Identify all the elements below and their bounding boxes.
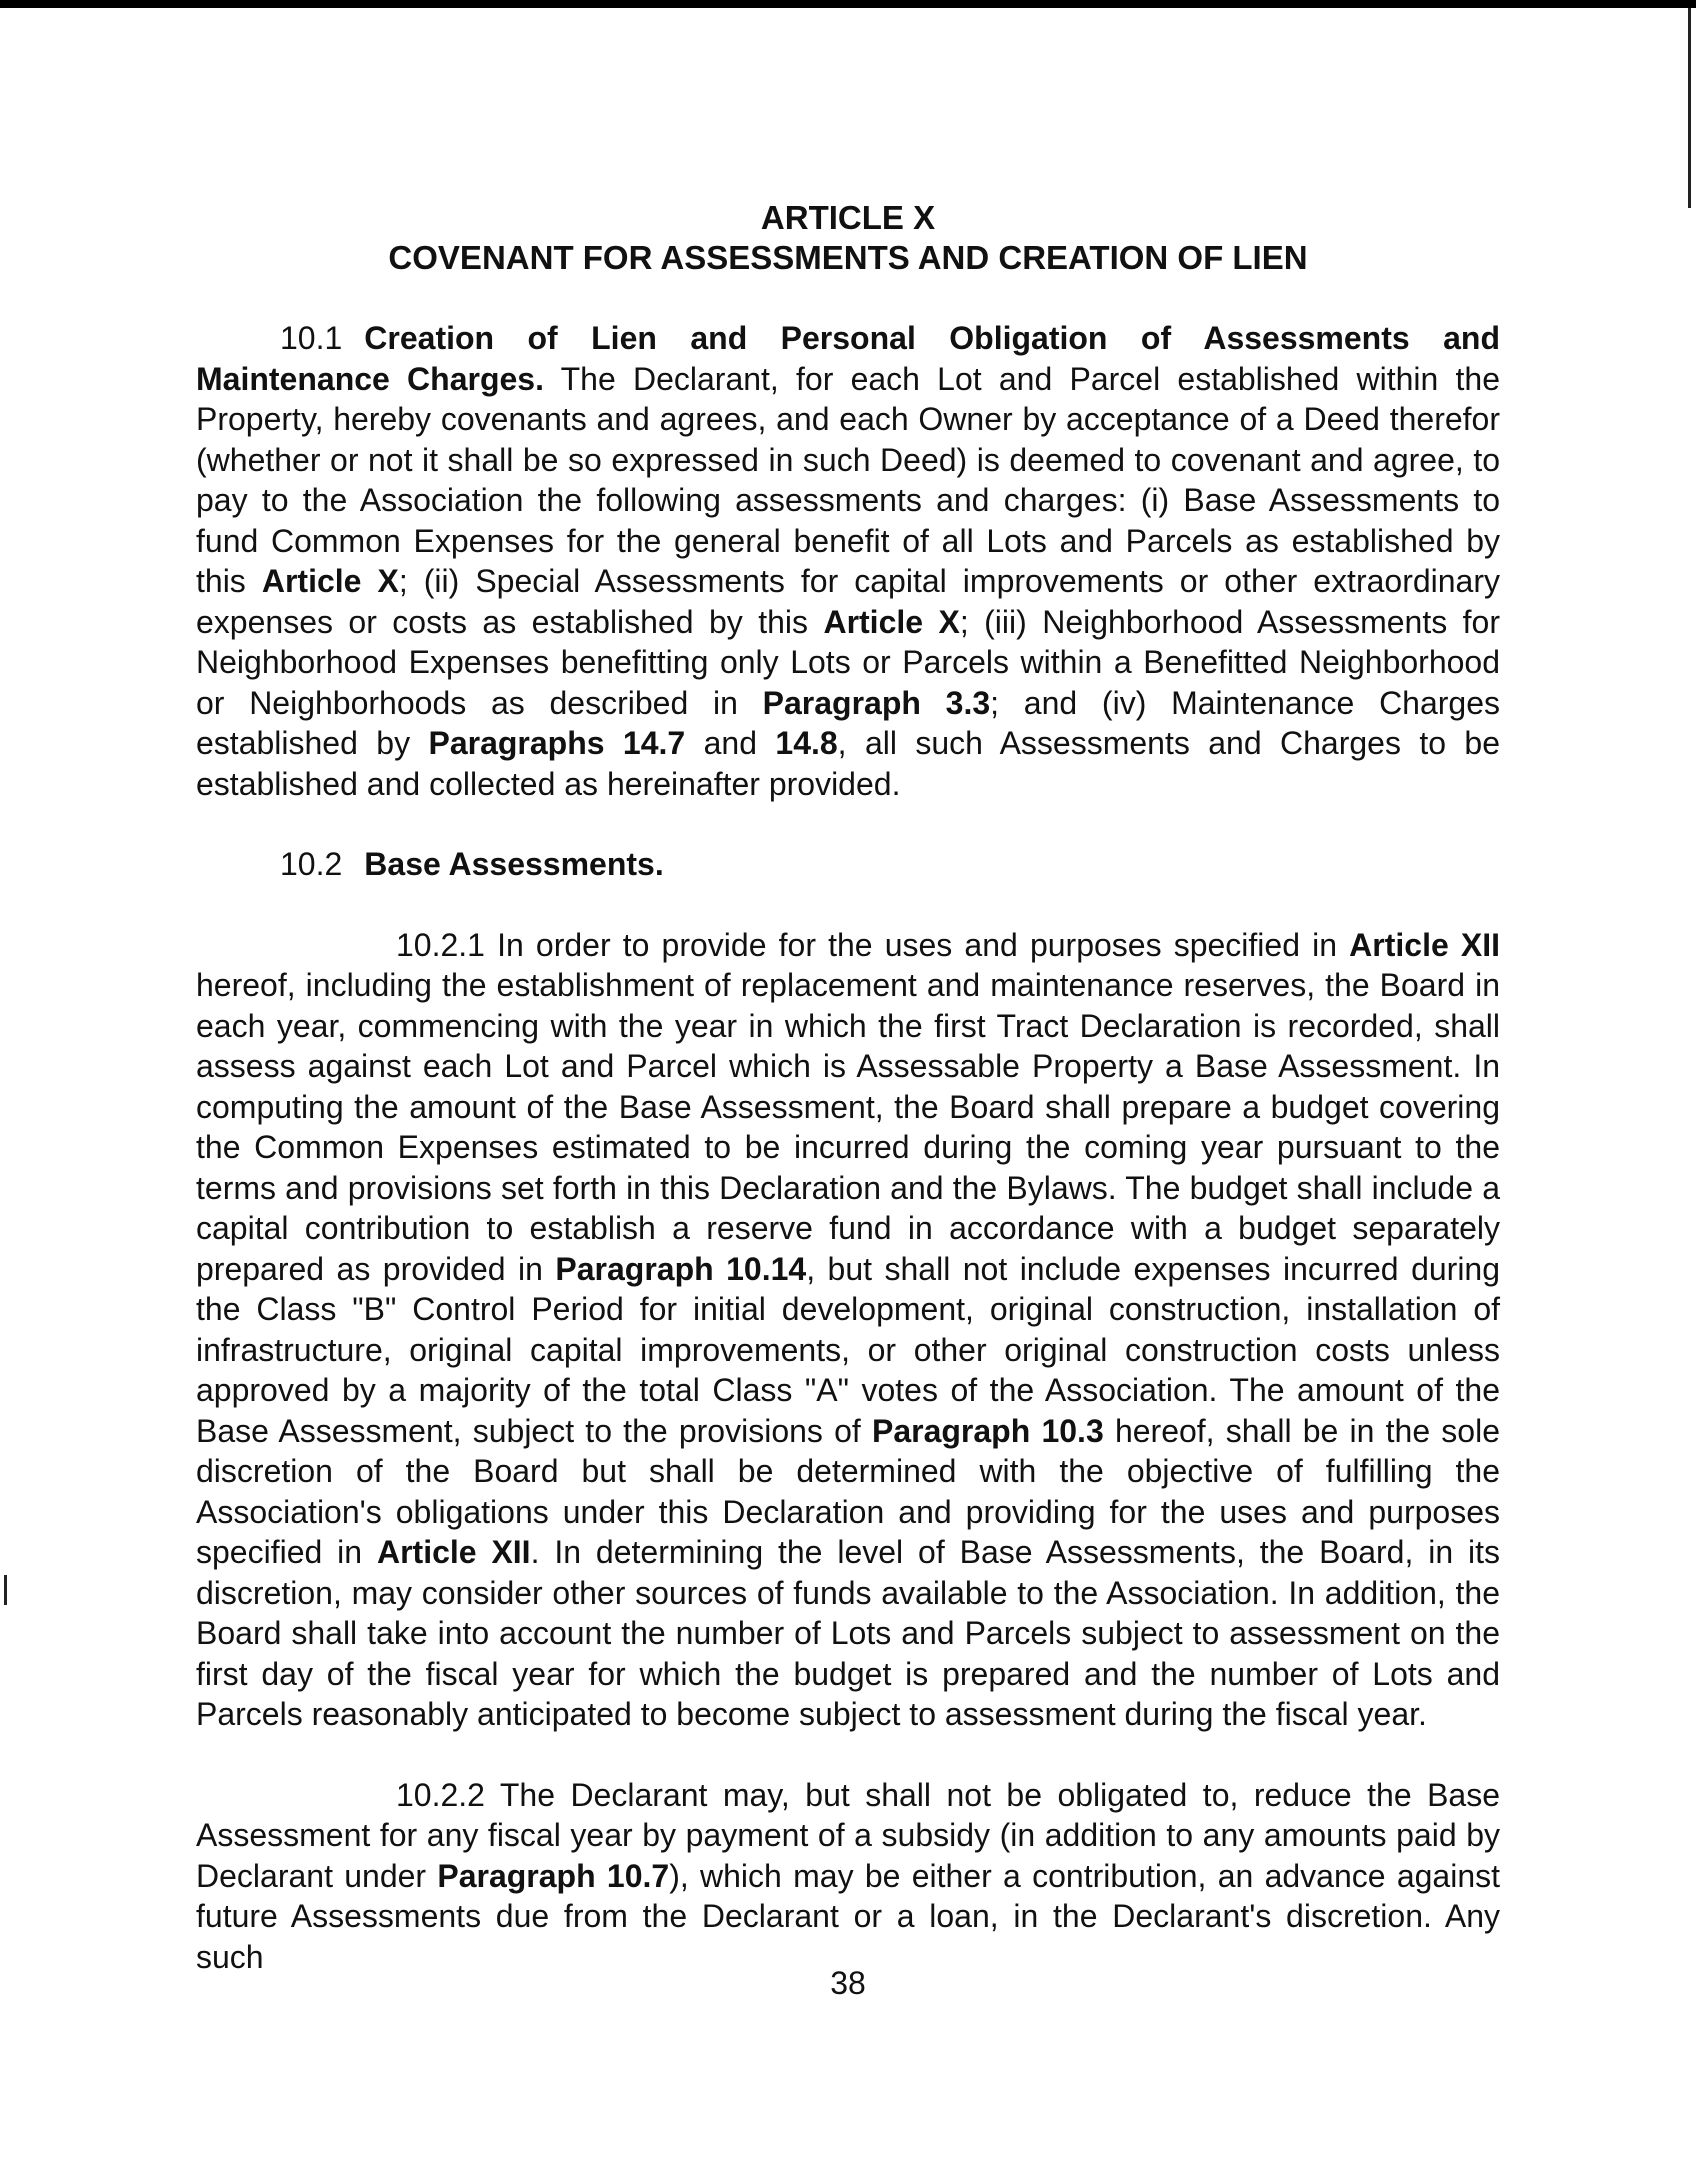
paragraph-text: hereof, shall be in the sole discretion of the Board but shall be determined with the objective of fulfilling the Association's obligations under this Declaration and providing for the uses and purposes specified in — [196, 1412, 1501, 1570]
paragraph-text: ), which may be either a contribution, an advance against future Assessments due from the Declarant or a loan, in the Declarant's discretion. Any such — [196, 1857, 1501, 1975]
article-number: ARTICLE X — [760, 199, 936, 236]
paragraph-text: In order to provide for the uses and purposes specified in — [484, 926, 1350, 963]
paragraph-text: , all such Assessments and Charges to be established and collected as hereinafter provided. — [196, 725, 1501, 802]
article-title: COVENANT FOR ASSESSMENTS AND CREATION OF LIEN — [388, 239, 1308, 276]
paragraph-text: ; and (iv) Maintenance Charges established by — [196, 684, 1501, 761]
article-heading — [196, 198, 1500, 278]
document-page — [196, 198, 1500, 2017]
paragraph-text: , but shall not include expenses incurred during the Class "B" Control Period for initial development, original construction, installation of infrastructure, original capital improvements, or other original construction costs unless approved by a majority of the total Class "A" votes of the Association. The amount of the Base Assessment, subject to the provisions of — [196, 1250, 1501, 1449]
paragraph-10-2-2 — [196, 1775, 1500, 1978]
cross-reference: Paragraph 10.14 — [555, 1250, 807, 1287]
section-heading: Base Assessments. — [364, 846, 664, 882]
cross-reference: Paragraph 3.3 — [762, 684, 991, 721]
paragraph-text: ; (iii) Neighborhood Assessments for Neighborhood Expenses benefitting only Lots or Parcels within a Benefitted Neighborhood or Neighborhoods as described in — [196, 603, 1501, 721]
paragraph-text: hereof, including the establishment of replacement and maintenance reserves, the Board in each year, commencing with the year in which the first Tract Declaration is recorded, shall assess against each Lot and Parcel which is Assessable Property a Base Assessment. In computing the amount of the Base Assessment, the Board shall prepare a budget covering the Common Expenses estimated to be incurred during the coming year pursuant to the terms and provisions set forth in this Declaration and the Bylaws. The budget shall include a capital contribution to establish a reserve fund in accordance with a budget separately prepared as provided in — [196, 967, 1500, 1287]
cross-reference: Paragraphs 14.7 — [428, 725, 686, 761]
scan-left-mark — [4, 1575, 7, 1605]
cross-reference: Article X — [823, 603, 960, 640]
paragraph-text: The Declarant may, but shall not be obligated to, reduce the Base Assessment for any fiscal year by payment of a subsidy (in addition to any amounts paid by Declarant under — [196, 1776, 1500, 1894]
cross-reference: Article XII — [376, 1534, 531, 1570]
paragraph-text: . In determining the level of Base Assessments, the Board, in its discretion, may consider other sources of funds available to the Association. In addition, the Board shall take into account the number of Lots and Parcels subject to assessment on the first day of the fiscal year for which the budget is prepared and the number of Lots and Parcels reasonably anticipated to become subject to assessment during the fiscal year. — [196, 1534, 1501, 1732]
section-number: 10.2.1 — [396, 926, 485, 963]
cross-reference: 14.8 — [775, 725, 838, 761]
scan-top-edge — [0, 0, 1696, 8]
paragraph-10-1 — [196, 318, 1500, 804]
cross-reference: Article XII — [1349, 926, 1500, 963]
scan-right-edge — [1688, 8, 1691, 208]
paragraph-text: The Declarant, for each Lot and Parcel established within the Property, hereby covenants and agrees, and each Owner by acceptance of a Deed therefor (whether or not it shall be so expressed in such Deed) is deemed to covenant and agree, to pay to the Association the following assessments and charges: (i) Base Assessments to fund Common Expenses for the general benefit of all Lots and Parcels as established by this — [196, 360, 1501, 599]
paragraph-10-2-1 — [196, 925, 1500, 1735]
section-10-2-heading — [196, 844, 1500, 885]
section-number: 10.2 — [280, 846, 343, 882]
cross-reference: Paragraph 10.3 — [871, 1412, 1104, 1449]
section-heading: Creation of Lien and Personal Obligation of Assessments and Maintenance Charges. — [196, 320, 1500, 397]
page-number: 38 — [830, 1965, 866, 2001]
section-number: 10.2.2 — [396, 1776, 485, 1813]
section-number: 10.1 — [280, 320, 343, 356]
cross-reference: Article X — [261, 563, 399, 599]
paragraph-text: ; (ii) Special Assessments for capital improvements or other extraordinary expenses or costs as established by this — [196, 563, 1501, 640]
paragraph-text: and — [685, 725, 776, 761]
cross-reference: Paragraph 10.7 — [437, 1857, 670, 1894]
